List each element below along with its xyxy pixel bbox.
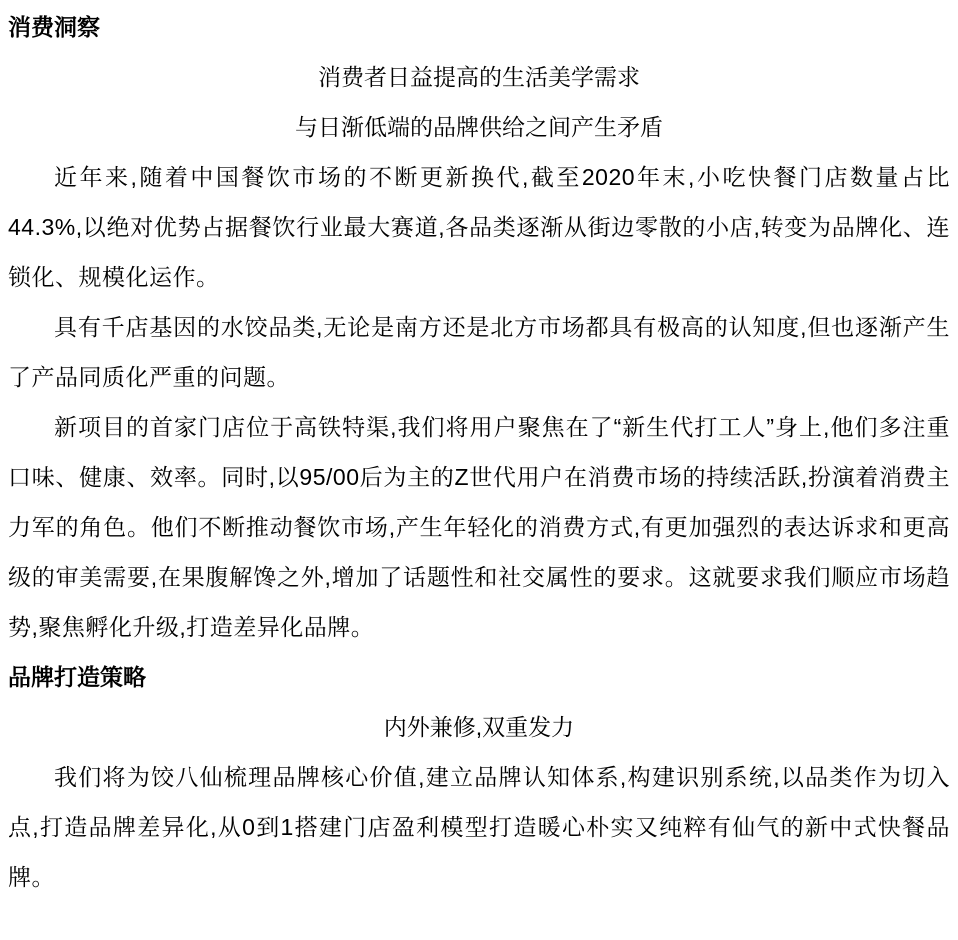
body-paragraph: 具有千店基因的水饺品类,无论是南方还是北方市场都具有极高的认知度,但也逐渐产生了产品同质化严重的问题。 bbox=[8, 314, 950, 390]
section-heading: 消费洞察 bbox=[8, 14, 100, 40]
section-heading: 品牌打造策略 bbox=[8, 664, 146, 690]
body-paragraph: 我们将为饺八仙梳理品牌核心价值,建立品牌认知体系,构建识别系统,以品类作为切入点,打造品牌差异化,从0到1搭建门店盈利模型打造暖心朴实又纯粹有仙气的新中式快餐品牌。 bbox=[8, 764, 950, 890]
centered-subtitle-line: 与日渐低端的品牌供给之间产生矛盾 bbox=[295, 114, 663, 140]
section-consumer-insight bbox=[8, 2, 950, 652]
centered-subtitle-line: 消费者日益提高的生活美学需求 bbox=[318, 64, 640, 90]
centered-subtitle-line: 内外兼修,双重发力 bbox=[383, 714, 575, 740]
body-paragraph: 近年来,随着中国餐饮市场的不断更新换代,截至2020年末,小吃快餐门店数量占比44.3%,以绝对优势占据餐饮行业最大赛道,各品类逐渐从街边零散的小店,转变为品牌化、连锁化、规模化运作。 bbox=[8, 164, 950, 290]
section-brand-strategy bbox=[8, 652, 950, 902]
body-paragraph: 新项目的首家门店位于高铁特渠,我们将用户聚焦在了“新生代打工人”身上,他们多注重口味、健康、效率。同时,以95/00后为主的Z世代用户在消费市场的持续活跃,扮演着消费主力军的角色。他们不断推动餐饮市场,产生年轻化的消费方式,有更加强烈的表达诉求和更高级的审美需要,在果腹解馋之外,增加了话题性和社交属性的要求。这就要求我们顺应市场趋势,聚焦孵化升级,打造差异化品牌。 bbox=[8, 414, 950, 640]
